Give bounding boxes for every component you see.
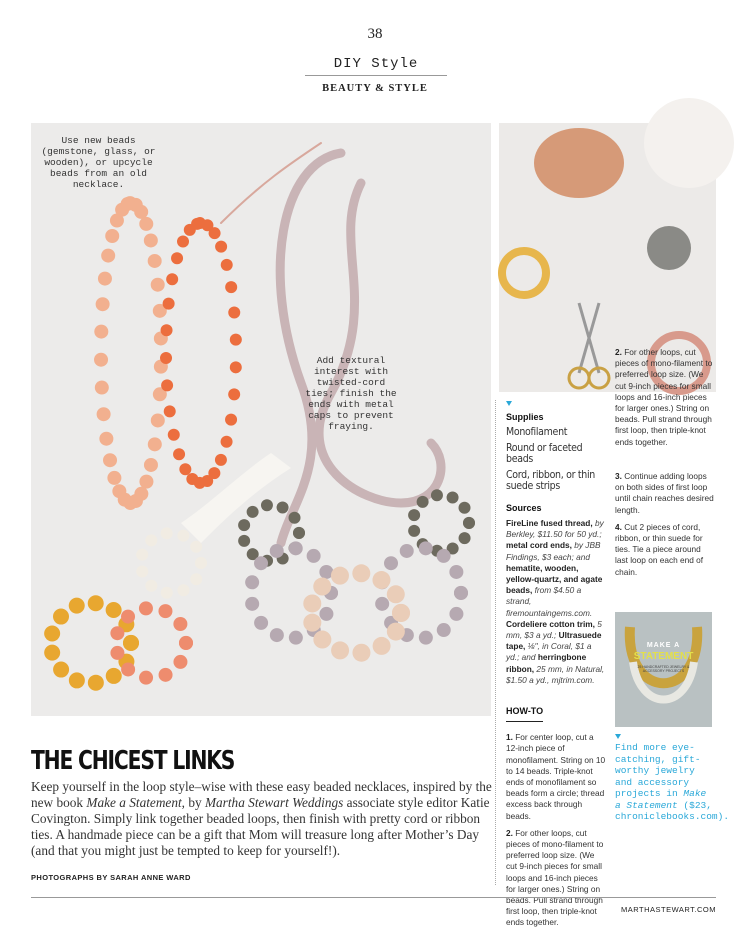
bead xyxy=(392,604,410,622)
bead xyxy=(179,636,193,650)
bead xyxy=(160,352,172,364)
bead xyxy=(101,249,115,263)
bead xyxy=(449,565,463,579)
bead xyxy=(373,637,391,655)
source-name: Ultrasuede tape, xyxy=(506,629,602,652)
bead xyxy=(148,437,162,451)
supplies-heading: Supplies xyxy=(506,412,544,422)
bead xyxy=(313,578,331,596)
bead xyxy=(148,254,162,268)
bead xyxy=(151,278,165,292)
source-detail: 5 mm, $3 a yd.; xyxy=(506,618,602,640)
supply-item: Monofilament xyxy=(506,426,568,439)
source-name: metal cord ends, xyxy=(506,540,572,551)
bead xyxy=(245,575,259,589)
bead xyxy=(289,631,303,645)
bead xyxy=(191,218,203,230)
howto-step xyxy=(506,827,606,928)
bead xyxy=(463,517,475,529)
bead xyxy=(277,502,289,514)
supply-item: Cord, ribbon, or thin suede strips xyxy=(506,468,596,493)
step-number: 2. xyxy=(615,347,622,357)
step-text: For center loop, cut a 12-inch piece of monofilament. String on 10 to 14 beads. Triple-knot ends of monofilament so beads form a circle; thread excess back through beads. xyxy=(506,732,606,821)
bead xyxy=(177,235,189,247)
book-title-line2: STATEMENT xyxy=(633,651,694,662)
source-name: Cordeliere cotton trim, xyxy=(506,618,595,629)
bead xyxy=(121,610,135,624)
bead xyxy=(449,607,463,621)
source-detail: by JBB Findings, $3 each; and xyxy=(506,540,601,562)
bead xyxy=(431,489,443,501)
bead xyxy=(94,353,108,367)
sources-heading: Sources xyxy=(506,502,542,513)
bead xyxy=(121,662,135,676)
bead xyxy=(161,527,173,539)
bead xyxy=(303,594,321,612)
bead xyxy=(254,556,268,570)
bead xyxy=(134,205,148,219)
bead xyxy=(53,609,69,625)
magazine-title: Martha Stewart Weddings xyxy=(204,795,344,810)
book-promo xyxy=(615,742,730,823)
step-text: Continue adding loops on both sides of first loop until chain reaches desired length. xyxy=(615,471,714,515)
step-number: 4. xyxy=(615,521,622,532)
bead xyxy=(190,541,202,553)
bead xyxy=(173,655,187,669)
step-text: For other loops, cut pieces of mono-filament to preferred loop size. (We cut 9-inch pieces for small loops and 16-inch pieces for larger ones.) String on beads. Pull strand through first loop, then triple-knot ends together. xyxy=(506,827,604,928)
book-title: Make a Statement xyxy=(86,795,182,810)
bead xyxy=(261,499,273,511)
howto-step-continued xyxy=(615,347,715,465)
bead xyxy=(145,534,157,546)
bead xyxy=(139,475,153,489)
step-number: 3. xyxy=(615,471,622,481)
bead xyxy=(270,544,284,558)
section-title: DIY Style xyxy=(305,56,447,76)
book-subtitle: 25 HANDCRAFTED JEWELRY & ACCESSORY PROJECTS xyxy=(637,665,690,673)
bead xyxy=(313,631,331,649)
bead xyxy=(136,549,148,561)
bead xyxy=(408,509,420,521)
bead xyxy=(372,571,390,589)
bead xyxy=(419,541,433,555)
bead xyxy=(209,227,221,239)
bead xyxy=(105,229,119,243)
bead xyxy=(164,405,176,417)
bead xyxy=(179,463,191,475)
body-text: associate style editor Katie Covington. Simply link together beaded loops, then finish with pretty cord or ribbon ties. A handmade piece can be a gift that Mom will treasure long after Mother’s Day (and that you might just be tempted to keep for yourself!). xyxy=(31,795,490,858)
step-number: 1. xyxy=(506,732,513,743)
bead xyxy=(163,298,175,310)
body-text: Keep yourself in the loop style–wise with these easy beaded necklaces, inspired by the new book xyxy=(31,779,492,810)
bead xyxy=(166,273,178,285)
necklaces-illustration xyxy=(31,123,491,716)
bead xyxy=(98,272,112,286)
bead xyxy=(459,532,471,544)
bead xyxy=(168,429,180,441)
bead xyxy=(247,506,259,518)
howto-step xyxy=(506,732,606,822)
bead xyxy=(144,458,158,472)
bead xyxy=(228,388,240,400)
source-name: FireLine fused thread, xyxy=(506,517,593,528)
bead xyxy=(225,414,237,426)
bead xyxy=(400,544,414,558)
bead xyxy=(221,436,233,448)
article-title: THE CHICEST LINKS xyxy=(31,746,235,776)
bead xyxy=(319,607,333,621)
bead xyxy=(44,625,60,641)
bead xyxy=(437,623,451,637)
photo-credit: PHOTOGRAPHS BY SARAH ANNE WARD xyxy=(31,873,191,882)
bead xyxy=(136,565,148,577)
bead xyxy=(454,586,468,600)
bead xyxy=(94,325,108,339)
bead xyxy=(238,519,250,531)
bead xyxy=(106,668,122,684)
bead xyxy=(270,628,284,642)
bead xyxy=(190,573,202,585)
bead xyxy=(177,530,189,542)
bead xyxy=(139,601,153,615)
bead xyxy=(437,549,451,563)
bead xyxy=(112,484,126,498)
bead xyxy=(161,379,173,391)
bead xyxy=(161,587,173,599)
bead xyxy=(215,241,227,253)
bead xyxy=(331,641,349,659)
bead xyxy=(121,197,135,211)
bead xyxy=(238,535,250,547)
bead xyxy=(186,473,198,485)
bead xyxy=(110,626,124,640)
source-name: herringbone ribbon, xyxy=(506,652,587,674)
bead xyxy=(144,233,158,247)
bead xyxy=(387,585,405,603)
bead xyxy=(97,407,111,421)
bead xyxy=(408,525,420,537)
bead xyxy=(293,527,305,539)
bead xyxy=(171,252,183,264)
source-detail: from $4.50 a strand, firemountaingems.com. xyxy=(506,585,593,618)
promo-book-title: Make a Statement xyxy=(615,788,707,811)
page-number: 38 xyxy=(367,26,383,42)
bead xyxy=(375,597,389,611)
bead xyxy=(230,334,242,346)
howto-heading: HOW-TO xyxy=(506,706,543,722)
bead xyxy=(230,361,242,373)
bead xyxy=(387,623,405,641)
bead xyxy=(173,448,185,460)
footer-site: MARTHASTEWART.COM xyxy=(620,905,716,914)
sources-text xyxy=(506,518,606,686)
bead xyxy=(228,306,240,318)
footer-rule xyxy=(31,897,716,898)
bead xyxy=(53,662,69,678)
bead xyxy=(225,281,237,293)
step-number: 2. xyxy=(506,827,513,838)
bead xyxy=(158,604,172,618)
bead xyxy=(69,598,85,614)
bead xyxy=(447,492,459,504)
bead xyxy=(215,454,227,466)
book-cover xyxy=(615,612,712,727)
bead xyxy=(159,668,173,682)
bead xyxy=(88,595,104,611)
bead xyxy=(110,646,124,660)
body-text: , by xyxy=(181,795,205,810)
howto-step xyxy=(615,471,715,516)
bead xyxy=(254,616,268,630)
source-detail: by Berkley, $11.50 for 50 yd.; xyxy=(506,517,604,540)
bead xyxy=(173,617,187,631)
supply-item: Round or faceted beads xyxy=(506,441,583,466)
bead xyxy=(352,564,370,582)
bead xyxy=(419,631,433,645)
bead xyxy=(69,672,85,688)
promo-text: ($23, chroniclebooks.com). xyxy=(615,799,730,822)
bead xyxy=(103,453,117,467)
bead xyxy=(307,549,321,563)
bead xyxy=(88,675,104,691)
subsection-title: BEAUTY & STYLE xyxy=(322,83,428,94)
bead xyxy=(417,496,429,508)
bead xyxy=(303,614,321,632)
bead xyxy=(96,297,110,311)
bead xyxy=(107,471,121,485)
triangle-marker-icon xyxy=(615,734,621,739)
sidebar-column-1 xyxy=(506,401,606,928)
bead xyxy=(99,432,113,446)
bead xyxy=(139,217,153,231)
bead xyxy=(245,597,259,611)
bead xyxy=(459,502,471,514)
bead xyxy=(95,381,109,395)
book-title-line1: MAKE A xyxy=(646,642,681,649)
bead xyxy=(195,557,207,569)
bead xyxy=(352,644,370,662)
bead xyxy=(106,602,122,618)
sidebar-column-2 xyxy=(615,347,715,584)
bead xyxy=(331,567,349,585)
howto-step xyxy=(615,522,715,578)
bead xyxy=(289,512,301,524)
bead xyxy=(221,259,233,271)
bead xyxy=(123,635,139,651)
source-detail: 25 mm, in Natural, $1.50 a yd., mjtrim.com. xyxy=(506,663,605,685)
column-divider xyxy=(495,400,496,885)
bead xyxy=(44,645,60,661)
necklaces-photo xyxy=(31,123,491,716)
bead xyxy=(161,324,173,336)
source-name: hematite, wooden, yellow-quartz, and agate beads, xyxy=(506,562,603,596)
bead xyxy=(151,413,165,427)
promo-text: Find more eye-catching, gift-worthy jewelry and accessory projects in xyxy=(615,742,701,799)
article-body xyxy=(31,779,493,859)
beads-caption: Use new beads (gemstone, glass, or wooden), or upcycle beads from an old necklace. xyxy=(41,135,156,190)
source-detail: ⅛", in Coral, $1 a yd.; and xyxy=(506,641,592,663)
bead xyxy=(177,584,189,596)
bead xyxy=(139,671,153,685)
step-text: Cut 2 pieces of cord, ribbon, or thin suede for ties. Tie a piece around last loop on each end of chain. xyxy=(615,521,704,577)
bead xyxy=(289,541,303,555)
step-text: For other loops, cut pieces of mono-filament to preferred loop size. (We cut 9-inch pieces for small loops and 16-inch pieces for larger ones.) String on beads. Pull strand through first loop, then triple-knot ends together. xyxy=(615,347,713,447)
triangle-marker-icon xyxy=(506,401,512,406)
bead xyxy=(384,556,398,570)
bead xyxy=(145,580,157,592)
cord-caption: Add textural interest with twisted-cord ties; finish the ends with metal caps to prevent fraying. xyxy=(305,355,397,432)
